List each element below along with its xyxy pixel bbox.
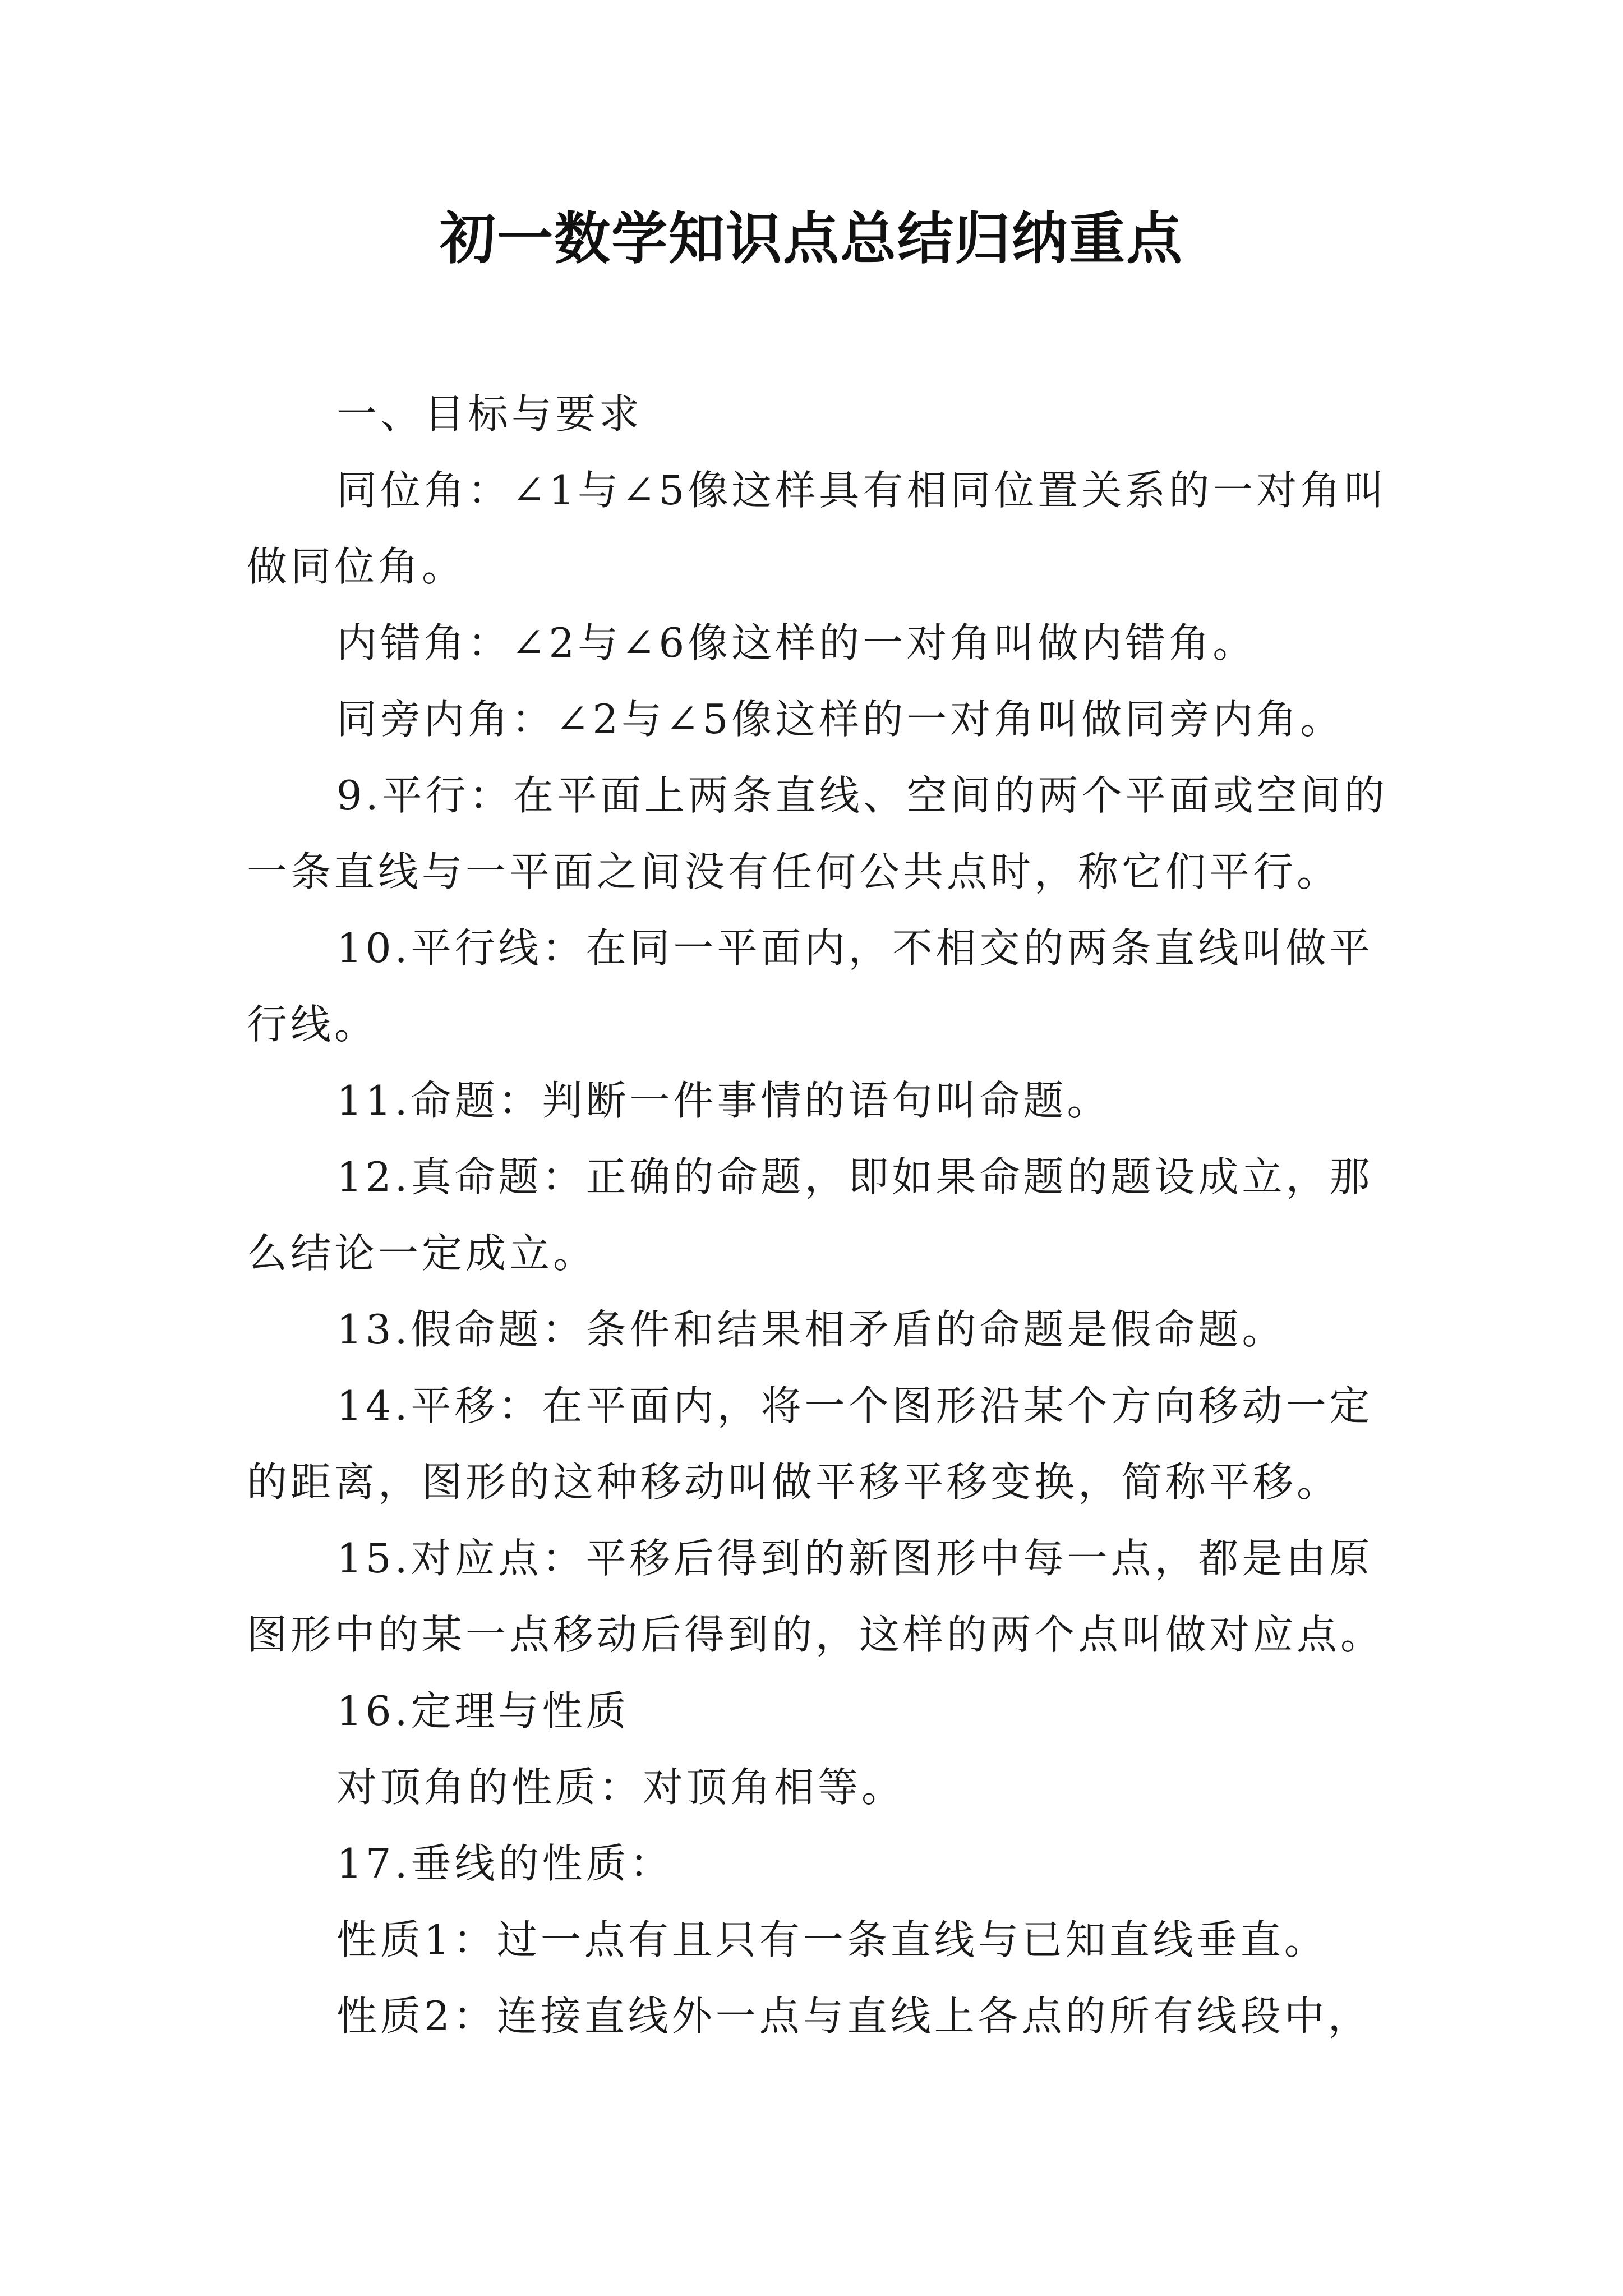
paragraph-true-proposition: 12.真命题：正确的命题，即如果命题的题设成立，那么结论一定成立。 (247, 1153, 1373, 1277)
paragraph-false-proposition: 13.假命题：条件和结果相矛盾的命题是假命题。 (336, 1306, 1286, 1353)
paragraph-translation: 14.平移：在平面内，将一个图形沿某个方向移动一定的距离，图形的这种移动叫做平移平移变换，简称平移。 (247, 1382, 1373, 1506)
paragraph-vertical-angles-property: 对顶角的性质：对顶角相等。 (336, 1764, 906, 1811)
paragraph-parallel-lines: 10.平行线：在同一平面内，不相交的两条直线叫做平行线。 (247, 924, 1373, 1048)
paragraph-same-side-interior-angles: 同旁内角：∠2与∠5像这样的一对角叫做同旁内角。 (336, 696, 1344, 743)
paragraph-theorems-heading: 16.定理与性质 (336, 1687, 630, 1734)
paragraph-goals-heading: 一、目标与要求 (336, 390, 643, 438)
paragraph-alternate-interior-angles: 内错角：∠2与∠6像这样的一对角叫做内错角。 (336, 619, 1257, 666)
paragraph-property-2: 性质2：连接直线外一点与直线上各点的所有线段中， (336, 1993, 1372, 2040)
paragraph-perpendicular-heading: 17.垂线的性质： (336, 1840, 674, 1887)
paragraph-proposition: 11.命题：判断一件事情的语句叫命题。 (336, 1077, 1111, 1124)
paragraph-parallel: 9.平行：在平面上两条直线、空间的两个平面或空间的一条直线与一平面之间没有任何公共点时，称它们平行。 (247, 772, 1388, 895)
paragraph-corresponding-points: 15.对应点：平移后得到的新图形中每一点，都是由原图形中的某一点移动后得到的，这样的两个点叫做对应点。 (247, 1535, 1385, 1658)
paragraph-property-1: 性质1：过一点有且只有一条直线与已知直线垂直。 (336, 1916, 1328, 1963)
document-title: 初一数学知识点总结归纳重点 (440, 205, 1183, 272)
paragraph-corresponding-angles: 同位角：∠1与∠5像这样具有相同位置关系的一对角叫做同位角。 (247, 467, 1388, 590)
